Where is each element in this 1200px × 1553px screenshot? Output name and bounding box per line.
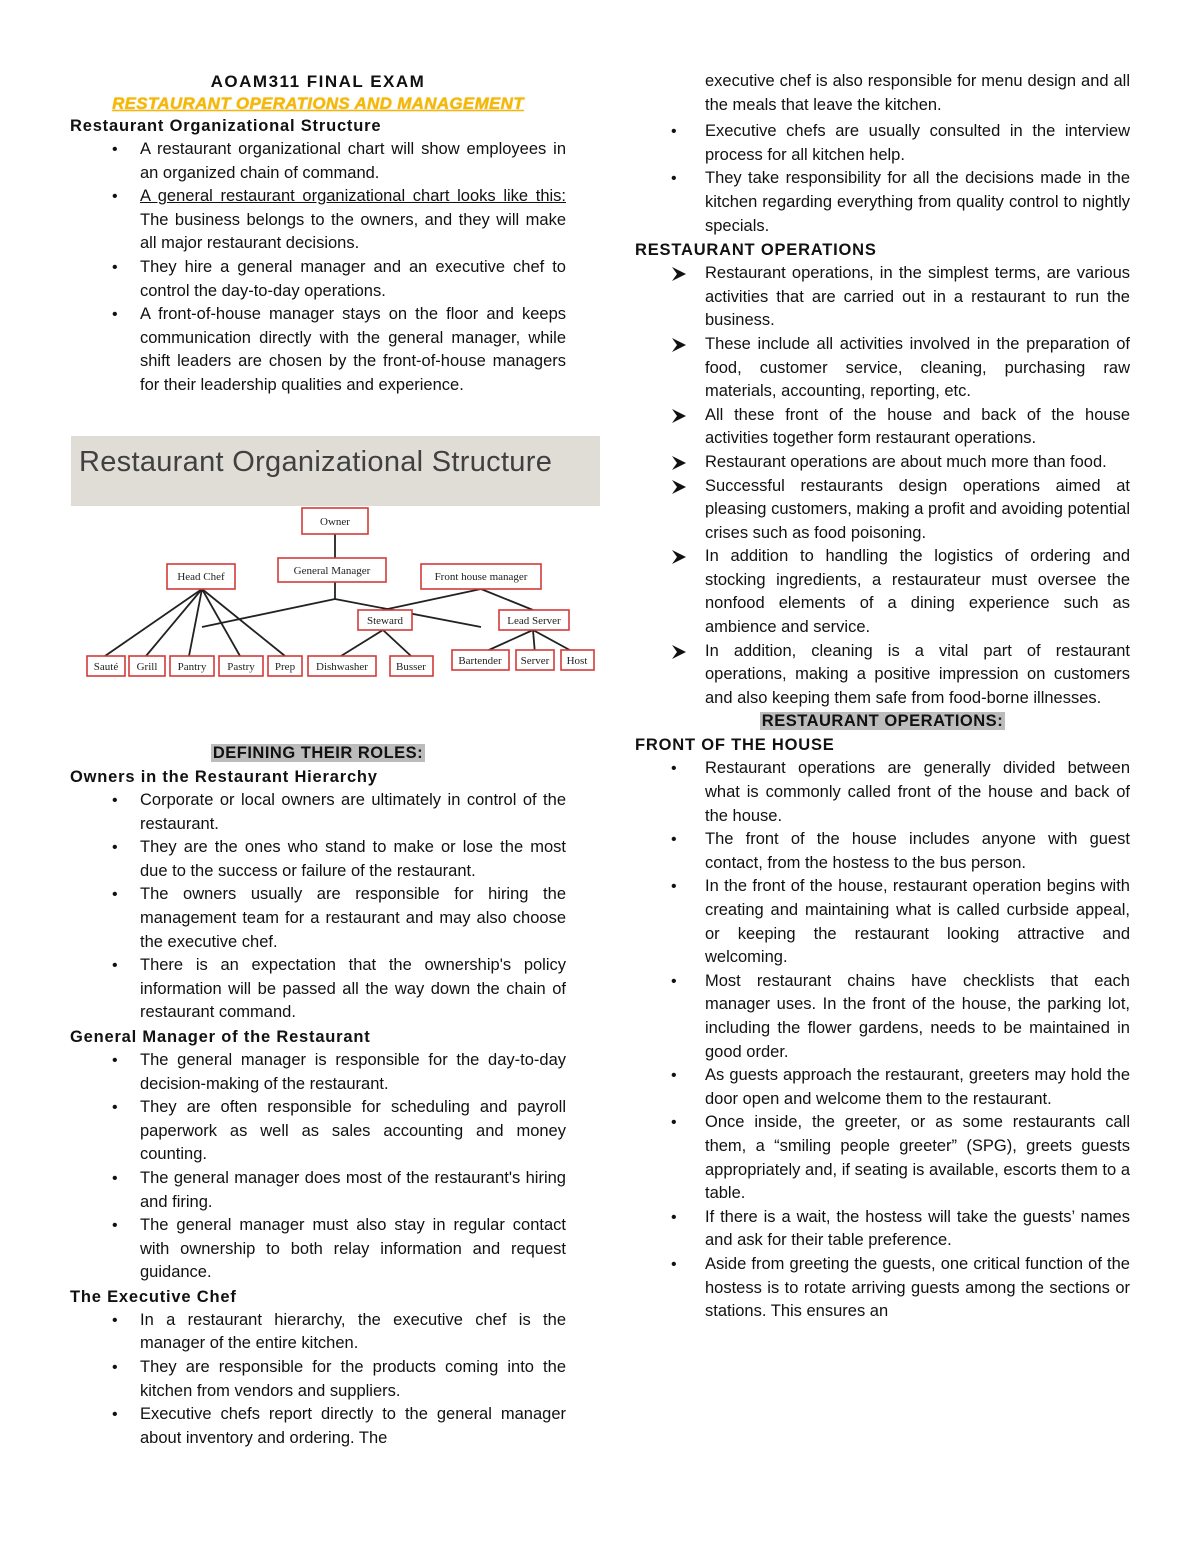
list-item: • Most restaurant chains have checklists that each manager uses. In the front of the house, the parking lot, including the flower gardens, needs to be maintained in good order. bbox=[635, 970, 1130, 1064]
list-item: • They are responsible for the products coming into the kitchen from vendors and suppliers. bbox=[70, 1356, 566, 1403]
chef-list-continued bbox=[635, 120, 1130, 238]
list-item: • The general manager is responsible for the day-to-day decision-making of the restaurant. bbox=[70, 1049, 566, 1096]
arrowhead-icon bbox=[671, 266, 687, 282]
list-item: • If there is a wait, the hostess will take the guests’ names and ask for their table preference. bbox=[635, 1206, 1130, 1253]
list-item: • They are often responsible for scheduling and payroll paperwork as well as sales accounting and money counting. bbox=[70, 1096, 566, 1167]
svg-text:Dishwasher: Dishwasher bbox=[316, 661, 368, 673]
section-heading-front-of-house: FRONT OF THE HOUSE bbox=[635, 736, 835, 755]
arrowhead-icon bbox=[671, 337, 687, 353]
list-item: • Aside from greeting the guests, one critical function of the hostess is to rotate arriving guests among the sections or stations. This ensures an bbox=[635, 1253, 1130, 1324]
list-item: • They take responsibility for all the decisions made in the kitchen regarding everything from quality control to nightly specials. bbox=[635, 167, 1130, 238]
svg-text:Host: Host bbox=[566, 655, 588, 667]
org-node-prep bbox=[268, 656, 302, 676]
svg-text:Busser: Busser bbox=[396, 661, 426, 673]
org-node-general-manager bbox=[278, 558, 386, 582]
operations-bar-heading: RESTAURANT OPERATIONS: bbox=[761, 712, 1004, 731]
left-column bbox=[70, 70, 566, 398]
list-item: • Executive chefs are usually consulted in the interview process for all kitchen help. bbox=[635, 120, 1130, 167]
right-column bbox=[635, 70, 1130, 1324]
list-item: Restaurant operations, in the simplest terms, are various activities that are carried out in a restaurant to run the business. bbox=[635, 262, 1130, 333]
list-item: In addition to handling the logistics of ordering and stocking ingredients, a restaurateur must oversee the nonfood elements of a dining experience such as ambience and service. bbox=[635, 545, 1130, 639]
gm-list bbox=[70, 1049, 566, 1285]
svg-text:Owner: Owner bbox=[320, 516, 350, 528]
svg-text:Bartender: Bartender bbox=[458, 655, 502, 667]
svg-text:Prep: Prep bbox=[274, 661, 296, 673]
svg-text:Grill: Grill bbox=[136, 661, 158, 673]
org-node-front-house-manager bbox=[421, 564, 541, 589]
list-item: Restaurant operations are about much more than food. bbox=[635, 451, 1130, 475]
list-item: • A restaurant organizational chart will show employees in an organized chain of command. bbox=[70, 138, 566, 185]
org-node-pastry bbox=[219, 656, 263, 676]
list-item: • They are the ones who stand to make or lose the most due to the success or failure of the restaurant. bbox=[70, 836, 566, 883]
svg-text:Head Chef: Head Chef bbox=[177, 571, 225, 583]
svg-text:Server: Server bbox=[520, 655, 550, 667]
list-item: • There is an expectation that the ownership's policy information will be passed all the way down the chain of restaurant command. bbox=[70, 954, 566, 1025]
arrowhead-icon bbox=[671, 644, 687, 660]
figure-title: Restaurant Organizational Structure bbox=[79, 446, 553, 478]
org-node-host bbox=[561, 650, 594, 670]
org-chart-figure bbox=[71, 436, 600, 741]
org-node-busser bbox=[390, 656, 433, 676]
list-item: • The owners usually are responsible for hiring the management team for a restaurant and may also choose the executive chef. bbox=[70, 883, 566, 954]
arrowhead-icon bbox=[671, 549, 687, 565]
list-item: • A front-of-house manager stays on the floor and keeps communication directly with the general manager, while shift leaders are chosen by the front-of-house managers for their leadership qualities and experience. bbox=[70, 303, 566, 397]
list-item: • Executive chefs report directly to the general manager about inventory and ordering. The bbox=[70, 1403, 566, 1450]
arrowhead-icon bbox=[671, 479, 687, 495]
svg-text:Sauté: Sauté bbox=[93, 661, 119, 673]
chef-list bbox=[70, 1309, 566, 1451]
org-node-grill bbox=[129, 656, 165, 676]
list-item: • The front of the house includes anyone with guest contact, from the hostess to the bus person. bbox=[635, 828, 1130, 875]
front-of-house-list bbox=[635, 757, 1130, 1323]
operations-list bbox=[635, 262, 1130, 710]
roles-heading: DEFINING THEIR ROLES: bbox=[212, 744, 424, 762]
list-item: • In a restaurant hierarchy, the executive chef is the manager of the entire kitchen. bbox=[70, 1309, 566, 1356]
list-item: • They hire a general manager and an executive chef to control the day-to-day operations. bbox=[70, 256, 566, 303]
org-node-dishwasher bbox=[308, 656, 376, 676]
left-column-lower bbox=[70, 742, 566, 1450]
subject-title: RESTAURANT OPERATIONS AND MANAGEMENT bbox=[112, 94, 524, 113]
section-heading-owners: Owners in the Restaurant Hierarchy bbox=[70, 768, 378, 786]
org-node-steward bbox=[358, 610, 412, 630]
list-item: • Restaurant operations are generally divided between what is commonly called front of the house and back of the house. bbox=[635, 757, 1130, 828]
org-node-saute bbox=[87, 656, 125, 676]
list-item: • The general manager must also stay in regular contact with ownership to both relay information and request guidance. bbox=[70, 1214, 566, 1285]
org-node-server bbox=[516, 650, 554, 670]
section-heading-executive-chef: The Executive Chef bbox=[70, 1287, 237, 1306]
svg-text:Steward: Steward bbox=[366, 615, 404, 627]
section-heading-general-manager: General Manager of the Restaurant bbox=[70, 1027, 371, 1046]
org-node-head-chef bbox=[167, 564, 235, 589]
org-node-bartender bbox=[452, 650, 509, 670]
org-chart-connectors bbox=[105, 534, 577, 656]
svg-text:General Manager: General Manager bbox=[293, 565, 371, 577]
list-item: In addition, cleaning is a vital part of restaurant operations, making a positive impression on customers and also keeping them safe from food-borne illnesses. bbox=[635, 640, 1130, 711]
section-heading-org-structure: Restaurant Organizational Structure bbox=[70, 117, 382, 135]
arrowhead-icon bbox=[671, 455, 687, 471]
underlined-text: A general restaurant organizational chart looks like this: bbox=[140, 187, 566, 206]
list-item: • Corporate or local owners are ultimately in control of the restaurant. bbox=[70, 789, 566, 836]
section-heading-restaurant-operations: RESTAURANT OPERATIONS bbox=[635, 241, 877, 260]
list-item: • As guests approach the restaurant, greeters may hold the door open and welcome them to the restaurant. bbox=[635, 1064, 1130, 1111]
svg-text:Pastry: Pastry bbox=[227, 661, 255, 673]
list-item: • The general manager does most of the restaurant's hiring and firing. bbox=[70, 1167, 566, 1214]
org-node-pantry bbox=[170, 656, 214, 676]
list-item: • In the front of the house, restaurant operation begins with creating and maintaining what is called curbside appeal, or keeping the restaurant looking attractive and welcoming. bbox=[635, 875, 1130, 969]
exam-title: AOAM311 FINAL EXAM bbox=[210, 72, 426, 91]
arrowhead-icon bbox=[671, 408, 687, 424]
svg-text:Pantry: Pantry bbox=[177, 661, 207, 673]
org-chart bbox=[71, 506, 600, 741]
org-node-owner bbox=[302, 508, 368, 534]
svg-text:Lead Server: Lead Server bbox=[507, 615, 561, 627]
svg-text:Front house manager: Front house manager bbox=[434, 571, 528, 583]
list-item: Successful restaurants design operations aimed at pleasing customers, making a profit and avoiding potential crises such as food poisoning. bbox=[635, 475, 1130, 546]
list-item: All these front of the house and back of the house activities together form restaurant operations. bbox=[635, 404, 1130, 451]
org-node-lead-server bbox=[499, 610, 569, 630]
list-item: • A general restaurant organizational chart looks like this: The business belongs to the owners, and they will make all major restaurant decisions. bbox=[70, 185, 566, 256]
owners-list bbox=[70, 789, 566, 1025]
list-item: These include all activities involved in the preparation of food, customer service, cleaning, purchasing raw materials, accounting, reporting, etc. bbox=[635, 333, 1130, 404]
org-structure-list bbox=[70, 138, 566, 398]
figure-header bbox=[71, 436, 600, 506]
list-item: • Once inside, the greeter, or as some restaurants call them, a “smiling people greeter” (SPG), greets guests appropriately and, if seating is available, escorts them to a table. bbox=[635, 1111, 1130, 1205]
continuation-text: executive chef is also responsible for menu design and all the meals that leave the kitchen. bbox=[705, 72, 1130, 114]
